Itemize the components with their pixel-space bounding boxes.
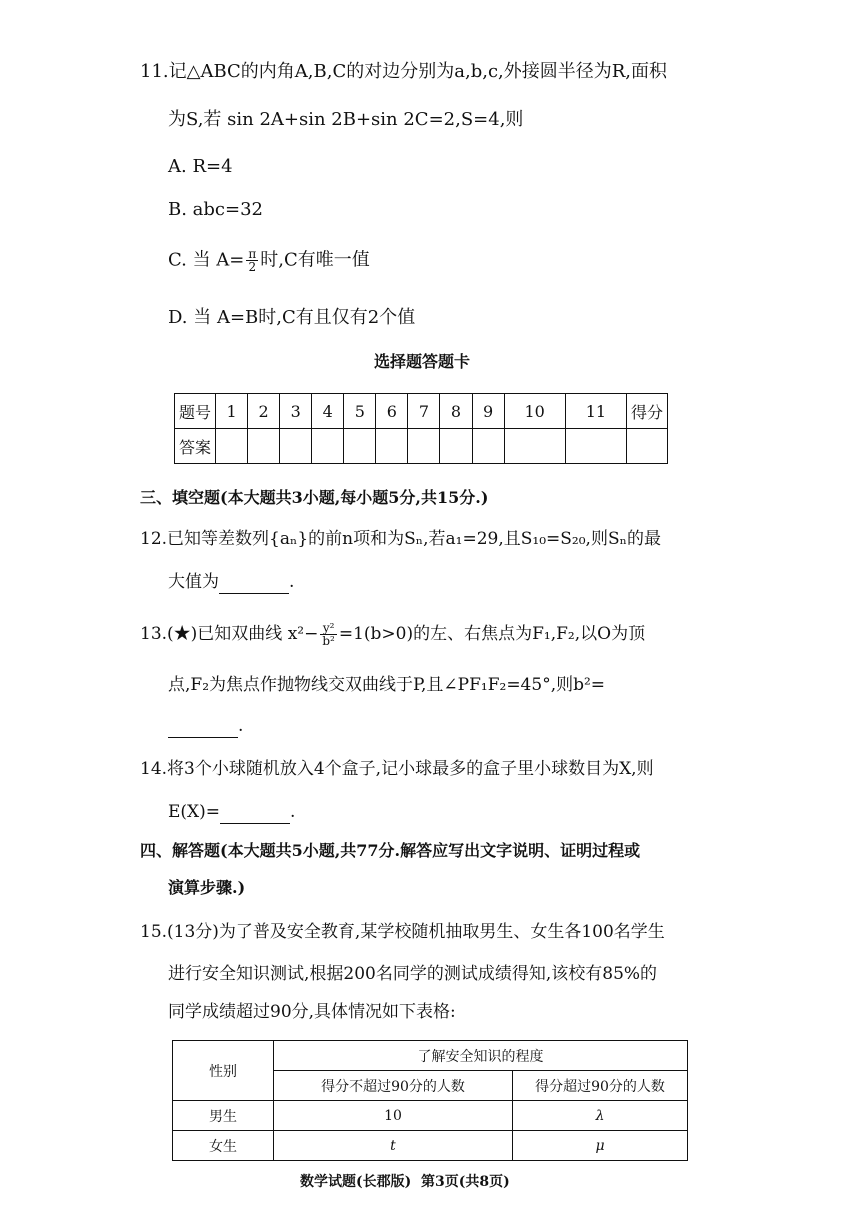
- question-number-cell: 10: [504, 394, 565, 429]
- q13-line3: [168, 714, 243, 738]
- gender-cell: 男生: [173, 1101, 274, 1131]
- q11-option-b: B. abc=32: [168, 199, 263, 220]
- question-number-cell: 1: [216, 394, 248, 429]
- answer-cell[interactable]: [440, 429, 472, 464]
- question-number-cell: 6: [376, 394, 408, 429]
- q11-line1: 11.记△ABC的内角A,B,C的对边分别为a,b,c,外接圆半径为R,面积: [140, 61, 668, 82]
- q12-line2-suffix: .: [289, 572, 295, 592]
- table-header-row: [173, 1041, 688, 1071]
- fraction-numerator: π: [248, 247, 257, 261]
- q12-line1: 12.已知等差数列{aₙ}的前n项和为Sₙ,若a₁=29,且S₁₀=S₂₀,则Sₙ的最: [140, 529, 661, 549]
- q12-answer-blank[interactable]: [219, 575, 289, 594]
- q14-line2-prefix: E(X)=: [168, 802, 221, 822]
- q14-line2: [168, 800, 295, 824]
- page-footer: 数学试题(长郡版) 第3页(共8页): [300, 1174, 510, 1190]
- answer-cell[interactable]: [248, 429, 280, 464]
- q11-option-c-suffix: 时,C有唯一值: [260, 249, 370, 271]
- question-number-cell: 3: [280, 394, 312, 429]
- answer-cell[interactable]: [280, 429, 312, 464]
- score-le-90-header: 得分不超过90分的人数: [274, 1071, 513, 1101]
- question-number-cell: 2: [248, 394, 280, 429]
- question-number-cell: 5: [344, 394, 376, 429]
- q14-line1: 14.将3个小球随机放入4个盒子,记小球最多的盒子里小球数目为X,则: [140, 759, 654, 779]
- answer-cell[interactable]: [312, 429, 344, 464]
- q11-option-d: D. 当 A=B时,C有且仅有2个值: [168, 307, 416, 328]
- table-row: [173, 1131, 688, 1161]
- question-number-cell: 8: [440, 394, 472, 429]
- answer-card-answer-row: [175, 429, 668, 464]
- q11-line2: 为S,若 sin 2A+sin 2B+sin 2C=2,S=4,则: [168, 109, 524, 130]
- table-row: [173, 1101, 688, 1131]
- q11-option-a: A. R=4: [168, 156, 233, 177]
- answer-cell[interactable]: [344, 429, 376, 464]
- row-header-number: 题号: [175, 394, 216, 429]
- answer-cell[interactable]: [408, 429, 440, 464]
- gender-cell: 女生: [173, 1131, 274, 1161]
- q15-line2: 进行安全知识测试,根据200名同学的测试成绩得知,该校有85%的: [168, 964, 658, 984]
- score-header: 得分: [627, 394, 668, 429]
- fraction-denominator: b²: [322, 634, 335, 648]
- q11-option-c-fraction: [246, 248, 258, 273]
- score-gt-90-header: 得分超过90分的人数: [513, 1071, 688, 1101]
- q13-line1-prefix: 13.(★)已知双曲线 x²−: [140, 624, 319, 644]
- q14-answer-blank[interactable]: [220, 805, 290, 824]
- answer-card-number-row: [175, 394, 668, 429]
- q13-line1-suffix: =1(b>0)的左、右焦点为F₁,F₂,以O为顶: [338, 624, 646, 644]
- score-gt-90-cell: λ: [513, 1101, 688, 1131]
- answer-cell[interactable]: [376, 429, 408, 464]
- knowledge-group-header: 了解安全知识的程度: [274, 1041, 688, 1071]
- score-gt-90-cell: μ: [513, 1131, 688, 1161]
- answer-cell[interactable]: [565, 429, 626, 464]
- answer-card-title: 选择题答题卡: [374, 352, 471, 371]
- row-header-answer: 答案: [175, 429, 216, 464]
- q13-line2: 点,F₂为焦点作抛物线交双曲线于P,且∠PF₁F₂=45°,则b²=: [168, 675, 606, 695]
- score-le-90-cell: t: [274, 1131, 513, 1161]
- answer-cell[interactable]: [504, 429, 565, 464]
- question-number-cell: 9: [472, 394, 504, 429]
- fraction-numerator: y²: [320, 622, 337, 635]
- q12-line2-prefix: 大值为: [168, 572, 219, 592]
- q13-fraction: [320, 622, 337, 647]
- q11-option-c: [168, 248, 370, 273]
- q15-line1: 15.(13分)为了普及安全教育,某学校随机抽取男生、女生各100名学生: [140, 922, 665, 942]
- question-number-cell: 11: [565, 394, 626, 429]
- fraction-denominator: 2: [248, 260, 257, 274]
- question-number-cell: 7: [408, 394, 440, 429]
- q14-line2-suffix: .: [290, 802, 296, 822]
- section-3-heading: 三、填空题(本大题共3小题,每小题5分,共15分.): [140, 488, 489, 507]
- q13-line3-suffix: .: [238, 716, 244, 736]
- section-4-heading-line2: 演算步骤.): [168, 878, 246, 897]
- q12-line2: [168, 570, 294, 594]
- q15-line3: 同学成绩超过90分,具体情况如下表格:: [168, 1002, 456, 1022]
- answer-cell[interactable]: [472, 429, 504, 464]
- question-number-cell: 4: [312, 394, 344, 429]
- q11-option-c-prefix: C. 当 A=: [168, 249, 245, 271]
- answer-card-table: [174, 393, 668, 464]
- q13-answer-blank[interactable]: [168, 719, 238, 738]
- q13-line1: [140, 622, 645, 647]
- gender-column-header: 性别: [173, 1041, 274, 1101]
- score-le-90-cell: 10: [274, 1101, 513, 1131]
- section-4-heading-line1: 四、解答题(本大题共5小题,共77分.解答应写出文字说明、证明过程或: [140, 841, 641, 860]
- answer-cell[interactable]: [216, 429, 248, 464]
- score-cell[interactable]: [627, 429, 668, 464]
- q15-data-table: [172, 1040, 688, 1161]
